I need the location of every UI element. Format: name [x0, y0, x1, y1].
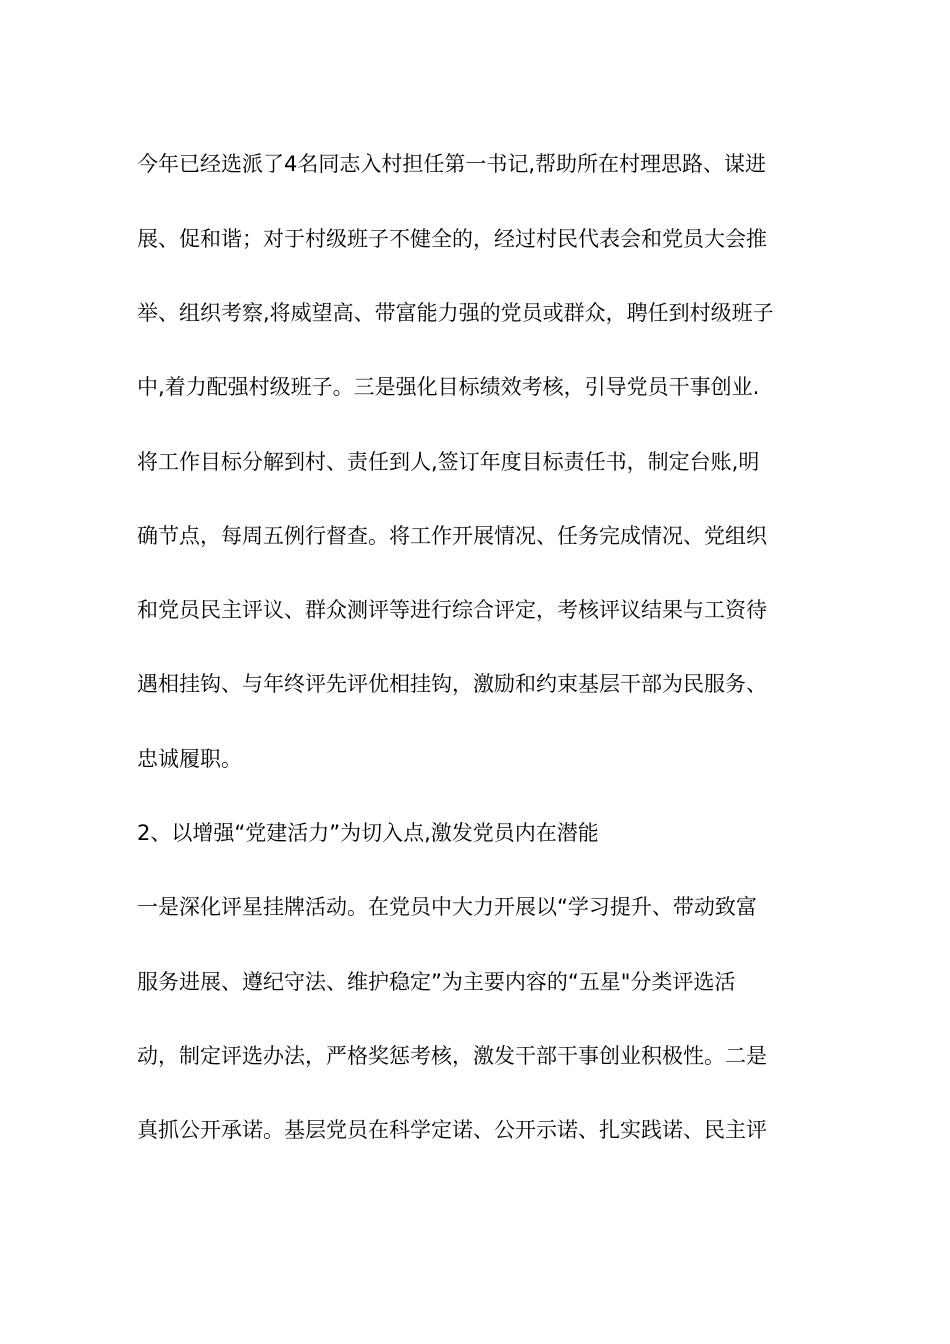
paragraph-line: 举、组织考察,将威望高、带富能力强的党员或群众，聘任到村级班子	[137, 301, 774, 325]
paragraph-line: 展、促和谐；对于村级班子不健全的，经过村民代表会和党员大会推	[137, 227, 767, 251]
paragraph-line: 服务进展、遵纪守法、维护稳定”为主要内容的“五星"分类评选活	[137, 970, 736, 994]
paragraph-line: 动，制定评选办法，严格奖惩考核，激发干部干事创业积极性。二是	[137, 1044, 767, 1068]
section-heading: 2、以增强“党建活力”为切入点,激发党员内在潜能	[137, 821, 599, 845]
paragraph-line: 遇相挂钩、与年终评先评优相挂钩，激励和约束基层干部为民服务、	[137, 672, 767, 696]
paragraph-line: 中,着力配强村级班子。三是强化目标绩效考核，引导党员干事创业.	[137, 375, 760, 399]
paragraph-line: 一是深化评星挂牌活动。在党员中大力开展以“学习提升、带动致富	[137, 895, 757, 919]
paragraph-line: 今年已经选派了4名同志入村担任第一书记,帮助所在村理思路、谋进	[137, 152, 767, 176]
paragraph-line: 真抓公开承诺。基层党员在科学定诺、公开示诺、扎实践诺、民主评	[137, 1118, 767, 1142]
paragraph-line: 确节点，每周五例行督查。将工作开展情况、任务完成情况、党组织	[137, 524, 767, 548]
paragraph-line: 将工作目标分解到村、责任到人,签订年度目标责任书，制定台账,明	[137, 450, 760, 474]
paragraph-line: 和党员民主评议、群众测评等进行综合评定，考核评议结果与工资待	[137, 598, 767, 622]
paragraph-line: 忠诚履职。	[137, 747, 242, 771]
